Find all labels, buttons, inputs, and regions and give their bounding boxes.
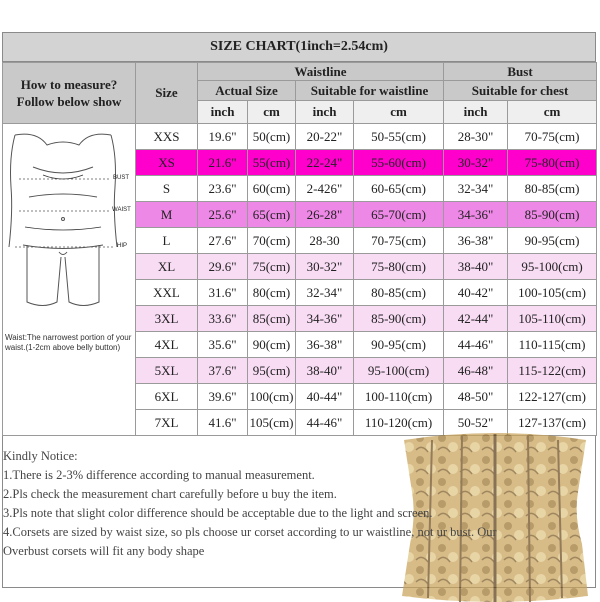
actual-inch-cell: 31.6" [198,280,248,306]
size-cell: 6XL [136,384,198,410]
size-cell: S [136,176,198,202]
how-to-measure-line1: How to measure? [20,77,118,92]
notice-block [3,447,600,561]
actual-cm-cell: 90(cm) [248,332,296,358]
actual-size-header: Actual Size [198,81,296,101]
chest-inch-cell: 44-46" [444,332,508,358]
actual-cm-cell: 70(cm) [248,228,296,254]
chest-inch-cell: 50-52" [444,410,508,436]
waist-inch-cell: 30-32" [296,254,354,280]
how-to-measure-header [3,63,136,124]
waist-inch-cell: 20-22" [296,124,354,150]
notice-item: Overbust corsets will fit any body shape [3,544,205,558]
actual-cm-cell: 85(cm) [248,306,296,332]
waist-cm-cell: 110-120(cm) [354,410,444,436]
unit-inch: inch [296,101,354,124]
chest-inch-cell: 46-48" [444,358,508,384]
size-cell: XXS [136,124,198,150]
size-cell: 3XL [136,306,198,332]
chest-inch-cell: 30-32" [444,150,508,176]
actual-cm-cell: 105(cm) [248,410,296,436]
actual-cm-cell: 50(cm) [248,124,296,150]
actual-inch-cell: 41.6" [198,410,248,436]
chest-cm-cell: 100-105(cm) [508,280,597,306]
chest-inch-cell: 32-34" [444,176,508,202]
waist-cm-cell: 50-55(cm) [354,124,444,150]
waist-inch-cell: 44-46" [296,410,354,436]
unit-cm: cm [508,101,597,124]
actual-inch-cell: 19.6" [198,124,248,150]
chest-cm-cell: 95-100(cm) [508,254,597,280]
chest-cm-cell: 90-95(cm) [508,228,597,254]
chest-inch-cell: 38-40" [444,254,508,280]
chest-inch-cell: 36-38" [444,228,508,254]
size-cell: 4XL [136,332,198,358]
notice-heading: Kindly Notice: [3,449,78,463]
chest-inch-cell: 34-36" [444,202,508,228]
actual-cm-cell: 95(cm) [248,358,296,384]
actual-inch-cell: 35.6" [198,332,248,358]
chest-inch-cell: 40-42" [444,280,508,306]
chest-cm-cell: 85-90(cm) [508,202,597,228]
waist-cm-cell: 95-100(cm) [354,358,444,384]
actual-inch-cell: 25.6" [198,202,248,228]
notice-item: 3.Pls note that slight color difference should be acceptable due to the light and screen. [3,506,433,520]
suitable-chest-header: Suitable for chest [444,81,597,101]
chest-inch-cell: 48-50" [444,384,508,410]
notice-item: 2.Pls check the measurement chart carefully before u buy the item. [3,487,337,501]
chest-cm-cell: 105-110(cm) [508,306,597,332]
waist-inch-cell: 34-36" [296,306,354,332]
chest-cm-cell: 127-137(cm) [508,410,597,436]
body-outline-icon [3,127,135,327]
waist-cm-cell: 75-80(cm) [354,254,444,280]
chest-cm-cell: 70-75(cm) [508,124,597,150]
actual-inch-cell: 21.6" [198,150,248,176]
chest-cm-cell: 122-127(cm) [508,384,597,410]
waist-inch-cell: 32-34" [296,280,354,306]
waist-inch-cell: 22-24" [296,150,354,176]
actual-cm-cell: 65(cm) [248,202,296,228]
size-cell: L [136,228,198,254]
waist-inch-cell: 26-28" [296,202,354,228]
waist-inch-cell: 36-38" [296,332,354,358]
size-cell: M [136,202,198,228]
actual-cm-cell: 55(cm) [248,150,296,176]
waist-cm-cell: 70-75(cm) [354,228,444,254]
chest-cm-cell: 80-85(cm) [508,176,597,202]
chest-inch-cell: 28-30" [444,124,508,150]
actual-cm-cell: 100(cm) [248,384,296,410]
waist-cm-cell: 100-110(cm) [354,384,444,410]
waist-note: Waist:The narrowest portion of your waist.(1-2cm above belly button) [5,333,132,352]
waist-cm-cell: 65-70(cm) [354,202,444,228]
chart-title: SIZE CHART(1inch=2.54cm) [2,32,596,62]
bust-header: Bust [444,63,597,81]
size-cell: XL [136,254,198,280]
actual-inch-cell: 23.6" [198,176,248,202]
waist-inch-cell: 2-426" [296,176,354,202]
how-to-measure-line2: Follow below show [16,94,122,109]
hip-label: HIP [117,243,128,249]
waist-cm-cell: 85-90(cm) [354,306,444,332]
chest-inch-cell: 42-44" [444,306,508,332]
size-cell: 7XL [136,410,198,436]
waist-inch-cell: 38-40" [296,358,354,384]
actual-inch-cell: 27.6" [198,228,248,254]
unit-cm: cm [354,101,444,124]
unit-cm: cm [248,101,296,124]
waist-inch-cell: 28-30 [296,228,354,254]
waist-cm-cell: 90-95(cm) [354,332,444,358]
chest-cm-cell: 75-80(cm) [508,150,597,176]
actual-cm-cell: 75(cm) [248,254,296,280]
size-header: Size [136,63,198,124]
waistline-header: Waistline [198,63,444,81]
size-cell: XS [136,150,198,176]
waist-label: WAIST [112,207,131,213]
notice-item: 4.Corsets are sized by waist size, so pls choose ur corset according to ur waistline, not ur bust. Our [3,525,497,539]
notice-item: 1.There is 2-3% difference according to manual measurement. [3,468,315,482]
actual-inch-cell: 39.6" [198,384,248,410]
waist-cm-cell: 55-60(cm) [354,150,444,176]
actual-inch-cell: 29.6" [198,254,248,280]
unit-inch: inch [198,101,248,124]
waist-inch-cell: 40-44" [296,384,354,410]
size-cell: XXL [136,280,198,306]
bust-label: BUST [113,175,130,181]
actual-inch-cell: 33.6" [198,306,248,332]
unit-inch: inch [444,101,508,124]
size-cell: 5XL [136,358,198,384]
actual-inch-cell: 37.6" [198,358,248,384]
waist-cm-cell: 80-85(cm) [354,280,444,306]
body-figure [3,127,135,437]
chest-cm-cell: 115-122(cm) [508,358,597,384]
chest-cm-cell: 110-115(cm) [508,332,597,358]
actual-cm-cell: 80(cm) [248,280,296,306]
actual-cm-cell: 60(cm) [248,176,296,202]
waist-cm-cell: 60-65(cm) [354,176,444,202]
suitable-waistline-header: Suitable for waistline [296,81,444,101]
